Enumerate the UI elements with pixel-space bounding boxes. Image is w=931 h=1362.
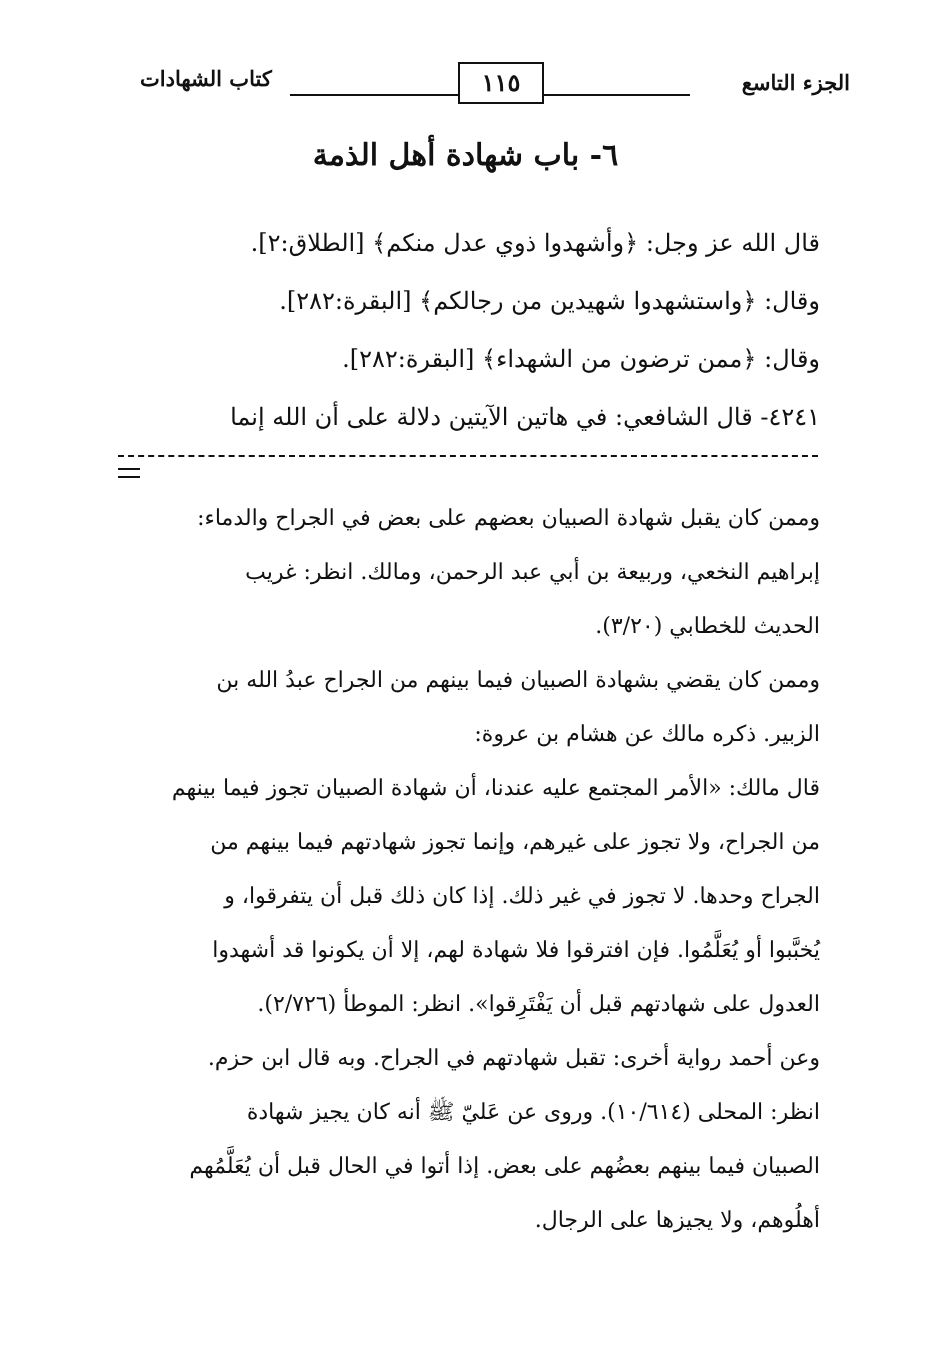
footnote-line: قال مالك: «الأمر المجتمع عليه عندنا، أن شهادة الصبيان تجوز فيما بينهم	[171, 776, 820, 801]
text-line: وقال: ﴿ممن ترضون من الشهداء﴾ [البقرة:٢٨٢].	[342, 345, 820, 373]
page-number: ١١٥	[458, 62, 544, 104]
chapter-title: ٦- باب شهادة أهل الذمة	[312, 138, 619, 173]
footnote-line: الصبيان فيما بينهم بعضُهم على بعض. إذا أتوا في الحال قبل أن يُعَلَّمُهم	[189, 1154, 820, 1179]
footnote-line: من الجراح، ولا تجوز على غيرهم، وإنما تجوز شهادتهم فيما بينهم من	[210, 830, 820, 855]
footnote-line: الحديث للخطابي (٣/٢٠).	[595, 614, 820, 639]
footnote-line: وعن أحمد رواية أخرى: تقبل شهادتهم في الجراح. وبه قال ابن حزم.	[207, 1046, 820, 1071]
footnote-line: العدول على شهادتهم قبل أن يَفْتَرِقوا». انظر: الموطأ (٢/٧٢٦).	[257, 992, 820, 1017]
page-header	[120, 58, 850, 108]
footnote-line: أهلُوهم، ولا يجيزها على الرجال.	[534, 1208, 820, 1233]
footnote-text	[120, 492, 820, 1248]
main-text	[120, 214, 820, 446]
footnote-line: انظر: المحلى (١٠/٦١٤). وروى عن عَليّ ﷺ أنه كان يجيز شهادة	[246, 1100, 820, 1125]
footnote-marker	[118, 468, 140, 478]
text-line: ٤٢٤١- قال الشافعي: في هاتين الآيتين دلالة على أن الله إنما	[230, 403, 820, 431]
volume-label: الجزء التاسع	[741, 70, 850, 95]
footnote-line: يُخبَّبوا أو يُعَلَّمُوا. فإن افترقوا فلا شهادة لهم، إلا أن يكونوا قد أشهدوا	[212, 938, 820, 963]
footnote-line: وممن كان يقضي بشهادة الصبيان فيما بينهم من الجراح عبدُ الله بن	[216, 668, 820, 693]
footnote-line: إبراهيم النخعي، وربيعة بن أبي عبد الرحمن، ومالك. انظر: غريب	[245, 560, 820, 585]
footnote-separator	[118, 455, 818, 457]
footnote-line: الجراح وحدها. لا تجوز في غير ذلك. إذا كان ذلك قبل أن يتفرقوا، و	[224, 884, 820, 909]
footnote-line: وممن كان يقبل شهادة الصبيان بعضهم على بعض في الجراح والدماء:	[197, 506, 820, 531]
book-section-label: كتاب الشهادات	[140, 66, 272, 91]
text-line: قال الله عز وجل: ﴿وأشهدوا ذوي عدل منكم﴾ [الطلاق:٢].	[250, 229, 820, 257]
text-line: وقال: ﴿واستشهدوا شهيدين من رجالكم﴾ [البقرة:٢٨٢].	[279, 287, 820, 315]
footnote-line: الزبير. ذكره مالك عن هشام بن عروة:	[474, 722, 820, 747]
